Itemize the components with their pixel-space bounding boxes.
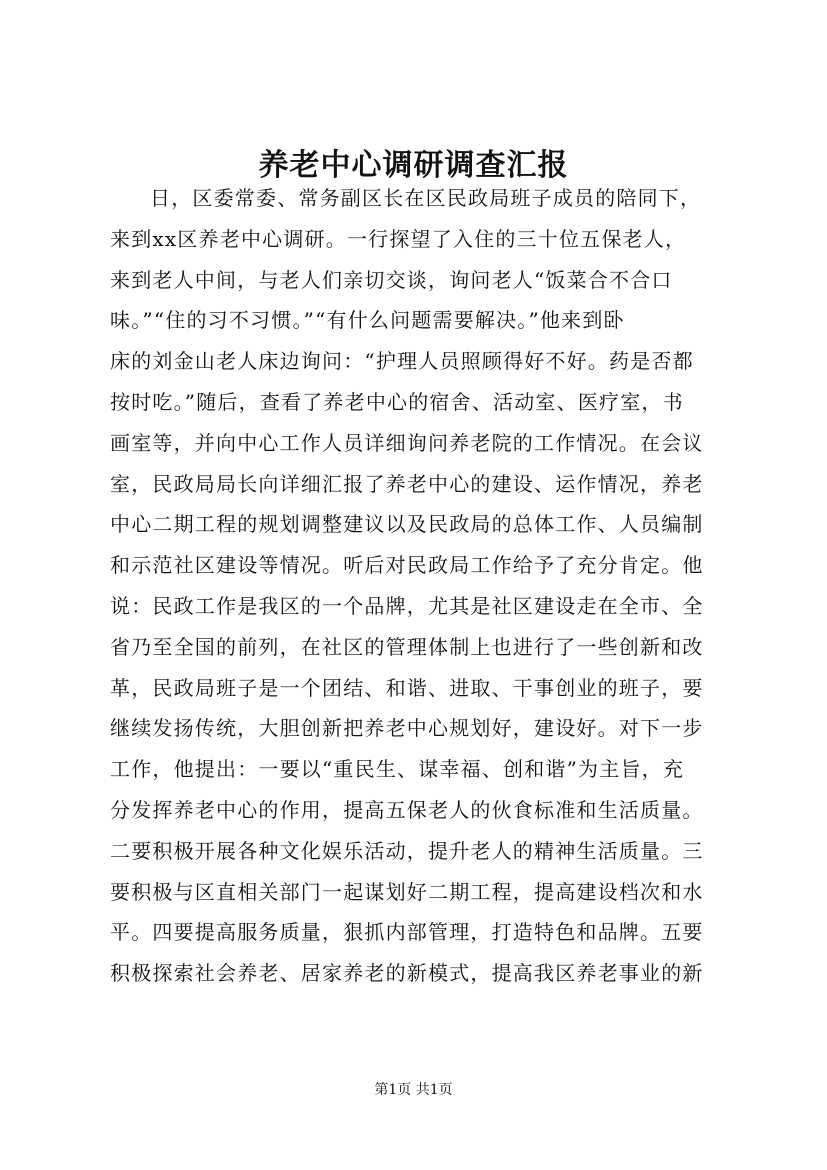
body-line: 分发挥养老中心的作用，提高五保老人的伙食标准和生活质量。 <box>110 797 704 822</box>
body-line: 味。”“住的习不习惯。”“有什么问题需要解决。”他来到卧 <box>110 308 625 333</box>
page-number-footer: 第1页 共1页 <box>374 1082 453 1098</box>
body-line: 积极探索社会养老、居家养老的新模式，提高我区养老事业的新 <box>110 961 704 986</box>
body-line: 室，民政局局长向详细汇报了养老中心的建设、运作情况，养老 <box>110 471 704 496</box>
body-line: 工作，他提出：一要以“重民生、谋幸福、创和谐”为主旨，充 <box>110 757 685 782</box>
body-line: 说：民政工作是我区的一个品牌，尤其是社区建设走在全市、全 <box>110 593 704 618</box>
document-title: 养老中心调研调查汇报 <box>258 148 569 183</box>
body-line: 画室等，并向中心工作人员详细询问养老院的工作情况。在会议 <box>110 430 704 455</box>
body-line: 床的刘金山老人床边询问：“护理人员照顾得好不好。药是否都 <box>110 349 694 374</box>
body-line: 和示范社区建设等情况。听后对民政局工作给予了充分肯定。他 <box>110 553 704 578</box>
body-line: 按时吃。”随后，查看了养老中心的宿舍、活动室、医疗室，书 <box>110 389 684 414</box>
body-line: 要积极与区直相关部门一起谋划好二期工程，提高建设档次和水 <box>110 879 704 904</box>
document-body <box>110 178 750 994</box>
body-line: 中心二期工程的规划调整建议以及民政局的总体工作、人员编制 <box>110 512 704 537</box>
body-line: 来到xx区养老中心调研。一行探望了入住的三十位五保老人， <box>110 226 687 251</box>
body-line: 继续发扬传统，大胆创新把养老中心规划好，建设好。对下一步 <box>110 716 704 741</box>
body-line: 来到老人中间，与老人们亲切交谈，询问老人“饭菜合不合口 <box>110 267 673 292</box>
body-line: 二要积极开展各种文化娱乐活动，提升老人的精神生活质量。三 <box>110 838 704 863</box>
body-line: 平。四要提高服务质量，狠抓内部管理，打造特色和品牌。五要 <box>110 920 704 945</box>
body-line: 革，民政局班子是一个团结、和谐、进取、干事创业的班子，要 <box>110 675 704 700</box>
body-line: 省乃至全国的前列，在社区的管理体制上也进行了一些创新和改 <box>110 634 704 659</box>
body-line: 日，区委常委、常务副区长在区民政局班子成员的陪同下， <box>150 186 702 210</box>
